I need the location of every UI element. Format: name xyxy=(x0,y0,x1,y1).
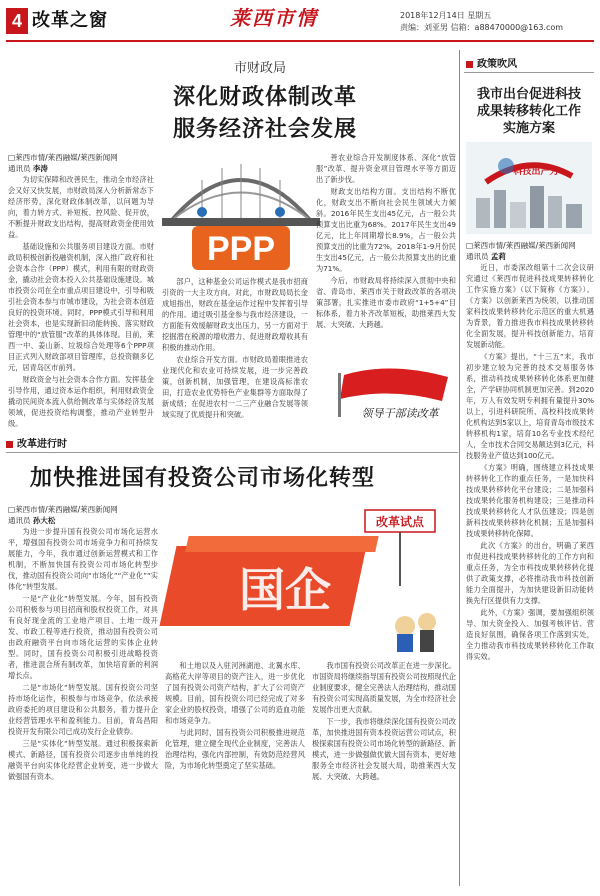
paragraph: 下一步，我市将继续深化国有投资公司改革，加快推进国有资本投资运营公司试点，积极探索国有投资公司市场化转型的新路径、新模式，进一步做强做优做大国有资本，更好地服务全市经济社会发展大局，助推莱西大发展、大突破、大跨越。 xyxy=(312,717,456,781)
ppp-illustration xyxy=(162,150,320,272)
paragraph: 三是“实体化”转型发展。通过积极探索新模式、新路径，国有投资公司逐步由单纯的投融资平台向实体化经营企业转变，进一步做大做强国有资本。 xyxy=(8,739,158,781)
paragraph: 为切实保障和改善民生，推动全市经济社会又好又快发展，市财政局深入分析新常态下经济形势，深化财政体制改革，以问题为导向，着力转方式、补短板、控风险、促开放，不断提升财政支出结构，提高财政资金使用效益。 xyxy=(8,175,154,239)
section-tag-label: 改革进行时 xyxy=(17,439,67,450)
square-bullet-icon xyxy=(6,441,13,448)
top-article-col1 xyxy=(8,152,154,428)
paragraph: 一是“产业化”转型发展。今年，国有投资公司积极参与项目招商和股权投资工作，对具有良好现金流的工业地产项目、土地一级开发、市政工程等进行投资，推动国有投资公司由政府融资平台向市场化运营的实体企业转型。同时，国有投资公司积极引进战略投资者，推进混合所有制改革，加快培育新的利润增长点。 xyxy=(8,594,158,680)
square-bullet-icon xyxy=(466,61,473,68)
header-meta xyxy=(400,10,563,34)
masthead-logo: 莱西市情 xyxy=(230,6,318,30)
paragraph: 近日，市委深改组第十二次会议研究通过《莱西市促进科技成果转移转化工作实施方案》（以下简称《方案》）。《方案》以创新莱西为统领，以推动国家科技成果转移转化示范区的重大机遇为背景，着力推进我市科技成果转移转化全面发展，提升科技创新能力，培育发展新动能。 xyxy=(466,263,594,349)
state-enterprise-reform-illustration xyxy=(165,506,455,656)
paragraph: 部户，这种基金公司运作模式是我市招商引资的一大主攻方向。对此，市财政局局长金成旭指出，财政在基金运作过程中发挥着引导的作用。通过吸引基金参与我市经济建设，一方面能有效缓解财政支出压力，另一方面对于挖掘潜在税源的增收潜力、促进财政增收具有积极的推动作用。 xyxy=(162,277,308,352)
paragraph: 此外，《方案》强调，要加强组织领导、加大资金投入、加强考核评估、营造良好氛围，确保各项工作落到实处，全力推动我市科技成果转移转化工作取得实效。 xyxy=(466,608,594,661)
byline-source: □莱西市情/莱西融媒/莱西新闻网 xyxy=(8,505,118,514)
byline-label: 通讯员 xyxy=(8,516,31,525)
sidebar-tag xyxy=(466,58,517,72)
article-headline-line2: 服务经济社会发展 xyxy=(172,116,357,142)
byline-reporter: 孟莉 xyxy=(490,252,506,261)
byline xyxy=(466,240,594,262)
top-article-col2 xyxy=(162,276,308,426)
sidebar-tag-label: 政策吹风 xyxy=(477,59,517,70)
top-article-col3 xyxy=(316,152,456,364)
reform-main-label: 国企 xyxy=(239,563,331,617)
second-article-col2 xyxy=(165,660,305,890)
page-header xyxy=(0,0,600,44)
header-rule xyxy=(6,40,594,42)
byline-reporter-line xyxy=(8,515,158,526)
article-kicker: 市财政局 xyxy=(233,61,286,76)
issue-date: 2018年12月14日 星期五 xyxy=(400,11,492,20)
byline-label: 通讯员 xyxy=(8,164,31,173)
byline-label: 通讯员 xyxy=(466,252,489,261)
section-rule xyxy=(6,452,458,453)
sidebar-headline-line2: 成果转移转化工作 xyxy=(476,104,581,119)
sidebar-rule xyxy=(464,72,594,73)
page-number: 4 xyxy=(6,8,28,34)
paragraph: 《方案》明确，围绕建立科技成果转移转化工作的重点任务，一是加快科技成果转移转化平台建设；二是加强科技成果转化服务机构建设；三是推动科技成果转移转化人才队伍建设；四是创新科技成果转移转化机制；五是加强科技成果转移转化保障。 xyxy=(466,463,594,538)
paragraph: 与此同时，国有投资公司积极推进规范化管理，建立健全现代企业制度，完善法人治理结构，强化内部控制，有效防范经营风险，为市场化转型奠定了坚实基础。 xyxy=(165,728,305,770)
reform-banner-illustration xyxy=(330,365,456,421)
paragraph: 善农业综合开发制度体系、深化“放管服”改革、提升资金项目管理水平等方面迈出了新步伐。 xyxy=(316,153,456,184)
paragraph: 二是“市场化”转型发展。国有投资公司坚持市场化运作，积极参与市场竞争，依法承接政府委托的项目建设和公共服务，着力提升企业经营管理水平和盈利能力。目前，青岛昌阳投资开发有限公司已成功发行企业债券。 xyxy=(8,683,158,736)
tech-productivity-illustration xyxy=(466,142,592,234)
article-headline: 加快推进国有投资公司市场化转型 xyxy=(30,465,376,491)
byline xyxy=(8,152,154,174)
column-divider xyxy=(459,50,460,886)
byline xyxy=(8,504,158,526)
byline-reporter: 孙大松 xyxy=(32,516,56,525)
paragraph: 《方案》提出，“十三五”末，我市初步建立较为完善的技术交易服务体系，推动科技成果转移转化体系更加健全，产学研协同机制更加完善。到2020年，万人有效发明专利拥有量提升30%以上，引进科研院所、高校科技成果转化机构达到5家以上，培育青岛市级技术转移机构1家，培育10名专业技术经纪人，全市技术合同交易额达到3亿元，科技服务业产值达到100亿元。 xyxy=(466,352,594,460)
second-article-col3 xyxy=(312,660,456,890)
sign-label: 改革试点 xyxy=(375,515,425,529)
paragraph: 农业综合开发方面。市财政局着眼推进农业现代化和农业可持续发展，进一步完善政策，创新机制，加强管理，在建设高标准农田，打造农业优势特色产业集群等方面取得了新成绩；在促进农村一二三产业融合发展等领域实现了优质提升和突破。 xyxy=(162,355,308,419)
second-article-col1 xyxy=(8,504,158,890)
section-tag xyxy=(6,438,67,452)
art-label: 科技出产力 xyxy=(513,167,559,177)
banner-text: 领导干部读改革 xyxy=(361,407,439,420)
byline-reporter: 李涛 xyxy=(32,164,48,173)
bridge-deck xyxy=(162,218,320,226)
paragraph: 此次《方案》的出台，明确了莱西市促进科技成果转移转化的工作方向和重点任务，为全市科技成果转移转化提供了政策支撑，必将推动我市科技创新能力全面提升，为加快建设新旧动能转换先行区提供有力支撑。 xyxy=(466,541,594,605)
paragraph: 财政支出结构方面。支出结构不断优化，财政支出不断向社会民生领域大力倾斜。2016年民生支出45亿元，占一般公共预算支出比重为68%。2017年民生支出49亿元，比上年同期增长8.9%，占一般公共预算支出的比重为72%。2018年1-9月份民生支出45亿元，占一般公共预算支出的比重为71%。 xyxy=(316,187,456,273)
byline-source: □莱西市情/莱西融媒/莱西新闻网 xyxy=(8,153,118,162)
ppp-label: PPP xyxy=(206,230,276,268)
paragraph: 和土地以及入驻河洲湖池、北翼水库、高格花大岸等项目的资产注入，进一步优化了国有投资公司资产结构，扩大了公司资产规模。目前，国有投资公司已经完成了对多家企业的股权投资，增强了公司的造血功能和市场竞争力。 xyxy=(165,661,305,725)
sidebar-headline-line1: 我市出台促进科技 xyxy=(476,87,581,102)
byline-reporter-line xyxy=(8,163,154,174)
red-flag xyxy=(340,368,448,401)
section-title: 改革之窗 xyxy=(32,10,108,31)
paragraph: 财政资金与社会资本合作方面。发挥基金引导作用，通过资本运作组织，利用财政资金撬动民间资本流入供给侧改革与实体经济发展领域，促进投资结构调整，推动产业转型升级。 xyxy=(8,375,154,428)
byline-source: □莱西市情/莱西融媒/莱西新闻网 xyxy=(466,241,576,250)
paragraph: 我市国有投资公司改革正在进一步深化。市国资局将继续指导国有投资公司按照现代企业制度要求，健全完善法人治理结构，推动国有投资公司实现高质量发展，为全市经济社会发展作出更大贡献。 xyxy=(312,661,456,714)
paragraph: 今后，市财政局将持续深入贯彻中央和省、青岛市、莱西市关于财政改革的各项决策部署，扎实推进市委市政府“1+5+4”目标体系，着力补齐改革短板，助推莱西大发展、大突破、大跨越。 xyxy=(316,276,456,329)
paragraph: 为进一步提升国有投资公司市场化运营水平，增强国有投资公司市场竞争力和可持续发展能力，今年，我市通过创新运营模式和工作机制，不断加快国有投资公司市场化转型步伐，推动国有投资公司向“市场化”“产业化”“实体化”转型发展。 xyxy=(8,527,158,591)
paragraph: 基础设施和公共服务项目建设方面。市财政局积极创新投融资机制，深入推广政府和社会资本合作（PPP）模式，利用有限的财政资金，撬动社会资本投入公共基础设施建设。城市投资公司在全市重点项目建设中，引导和吸引社会资本参与市城市建设，为社会资本创造良好的投资环境。同时，PPP模式引导和利用社会资本，也是实现新旧动能转换、落实财政管理中的“放管服”改革的具体体现。目前，莱西一中、姜山新、垃圾综合处理等6个PPP项目正式列入财政部项目管理库，总投资额多亿元，居青岛区市前列。 xyxy=(8,242,154,372)
sidebar-body xyxy=(466,240,594,890)
article-headline-line1: 深化财政体制改革 xyxy=(172,84,357,110)
sidebar-headline-line3: 实施方案 xyxy=(502,121,555,136)
byline-reporter-line xyxy=(466,251,594,262)
editor-info: 责编：刘亚男 信箱：a88470000@163.com xyxy=(400,23,564,32)
